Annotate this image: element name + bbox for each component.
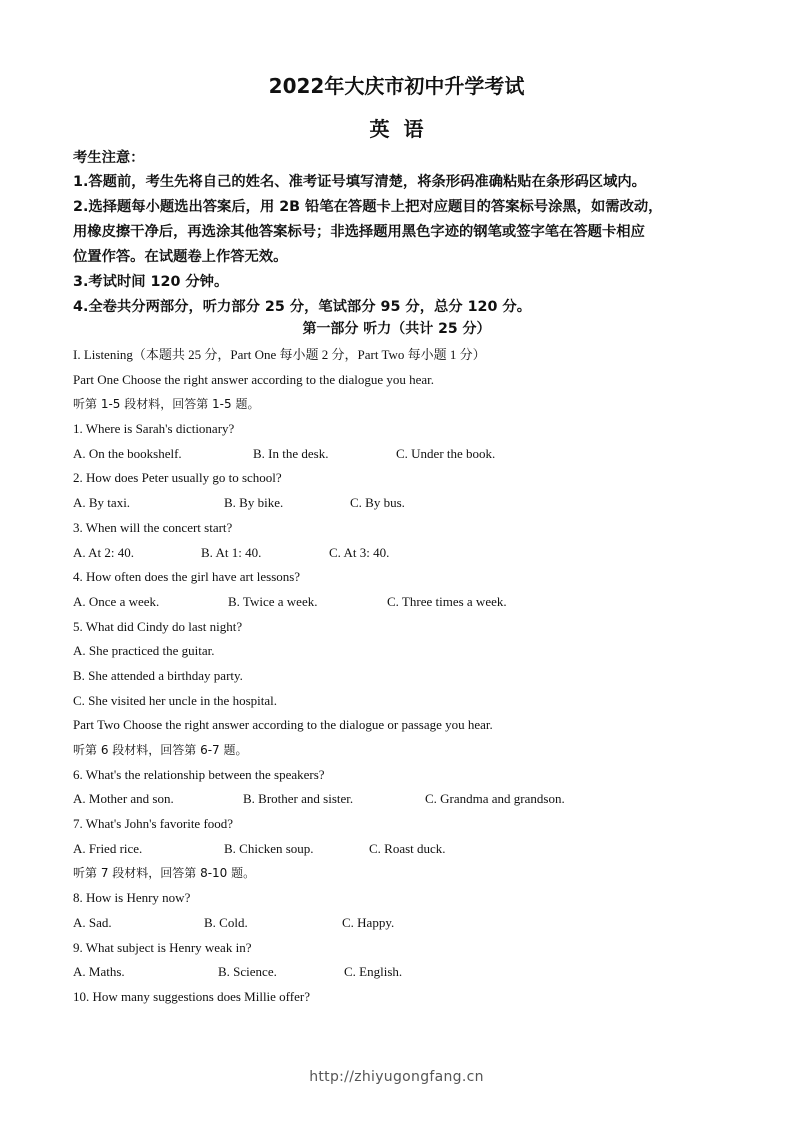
option-b: B. She attended a birthday party. bbox=[73, 667, 243, 683]
part-two-instruction: Part Two Choose the right answer according to the dialogue or passage you hear. bbox=[73, 717, 493, 733]
question-8: 8. How is Henry now? bbox=[73, 890, 191, 906]
options-row bbox=[73, 541, 753, 566]
exam-title: 2022年大庆市初中升学考试 bbox=[268, 74, 525, 98]
option-a: A. Mother and son. bbox=[73, 791, 174, 807]
option-b: B. Chicken soup. bbox=[224, 840, 314, 856]
question-5: 5. What did Cindy do last night? bbox=[73, 618, 243, 634]
option-c: C. Under the book. bbox=[396, 445, 496, 461]
option-c: C. Three times a week. bbox=[387, 593, 507, 609]
subject-title: 英语 bbox=[369, 117, 438, 141]
question-3: 3. When will the concert start? bbox=[73, 519, 233, 535]
option-c: C. At 3: 40. bbox=[329, 544, 390, 560]
question-1: 1. Where is Sarah's dictionary? bbox=[73, 421, 235, 437]
listening-instruction: 听第 6 段材料，回答第 6-7 题。 bbox=[73, 743, 248, 757]
options-row bbox=[73, 442, 753, 467]
notice-item: 用橡皮擦干净后，再选涂其他答案标号；非选择题用黑色字迹的钢笔或签字笔在答题卡相应 bbox=[73, 224, 645, 240]
option-c: C. Roast duck. bbox=[369, 840, 446, 856]
option-b: B. Science. bbox=[218, 964, 277, 980]
notice-item: 4.全卷共分两部分，听力部分 25 分，笔试部分 95 分，总分 120 分。 bbox=[73, 299, 532, 315]
option-b: B. In the desk. bbox=[253, 445, 329, 461]
option-c: C. Happy. bbox=[342, 914, 395, 930]
section-title: 第一部分 听力（共计 25 分） bbox=[302, 321, 491, 337]
listening-intro: I. Listening（本题共 25 分，Part One 每小题 2 分，Part Two 每小题 1 分） bbox=[73, 347, 486, 362]
option-a: A. Once a week. bbox=[73, 593, 160, 609]
footer-url[interactable]: http://zhiyugongfang.cn bbox=[309, 1069, 484, 1085]
options-row bbox=[73, 491, 753, 516]
options-row bbox=[73, 911, 753, 936]
notice-heading: 考生注意： bbox=[73, 150, 145, 166]
listening-section bbox=[73, 343, 753, 1010]
part-one-instruction: Part One Choose the right answer according to the dialogue you hear. bbox=[73, 371, 435, 387]
option-c: C. She visited her uncle in the hospital. bbox=[73, 692, 277, 708]
option-a: A. By taxi. bbox=[73, 495, 131, 511]
notice-item: 3.考试时间 120 分钟。 bbox=[73, 274, 229, 290]
options-row bbox=[73, 590, 753, 615]
options-row bbox=[73, 837, 753, 862]
option-a: A. Fried rice. bbox=[73, 840, 143, 856]
option-a: A. On the bookshelf. bbox=[73, 445, 182, 461]
notice-item: 2.选择题每小题选出答案后，用 2B 铅笔在答题卡上把对应题目的答案标号涂黑，如需改动， bbox=[73, 199, 663, 215]
option-b: B. At 1: 40. bbox=[201, 544, 262, 560]
notice-item: 1.答题前，考生先将自己的姓名、准考证号填写清楚，将条形码准确粘贴在条形码区域内。 bbox=[73, 174, 646, 190]
options-row bbox=[73, 960, 753, 985]
question-4: 4. How often does the girl have art lessons? bbox=[73, 569, 301, 585]
question-10: 10. How many suggestions does Millie offer? bbox=[73, 988, 310, 1004]
question-9: 9. What subject is Henry weak in? bbox=[73, 939, 252, 955]
option-a: A. Sad. bbox=[73, 914, 112, 930]
listening-instruction: 听第 1-5 段材料，回答第 1-5 题。 bbox=[73, 397, 260, 412]
question-6: 6. What's the relationship between the speakers? bbox=[73, 766, 325, 782]
option-a: A. At 2: 40. bbox=[73, 544, 135, 560]
notice-item: 位置作答。在试题卷上作答无效。 bbox=[73, 249, 288, 265]
option-b: B. Cold. bbox=[204, 914, 248, 930]
option-b: B. Twice a week. bbox=[228, 593, 318, 609]
option-c: C. English. bbox=[344, 964, 403, 980]
option-a: A. Maths. bbox=[73, 964, 125, 980]
notice-list bbox=[73, 170, 723, 320]
options-row bbox=[73, 787, 753, 812]
question-7: 7. What's John's favorite food? bbox=[73, 816, 234, 832]
option-c: C. By bus. bbox=[350, 495, 405, 511]
listening-instruction: 听第 7 段材料，回答第 8-10 题。 bbox=[73, 866, 256, 881]
option-a: A. She practiced the guitar. bbox=[73, 643, 215, 659]
option-b: B. By bike. bbox=[224, 495, 284, 511]
option-c: C. Grandma and grandson. bbox=[425, 791, 565, 807]
question-2: 2. How does Peter usually go to school? bbox=[73, 470, 282, 486]
option-b: B. Brother and sister. bbox=[243, 791, 354, 807]
